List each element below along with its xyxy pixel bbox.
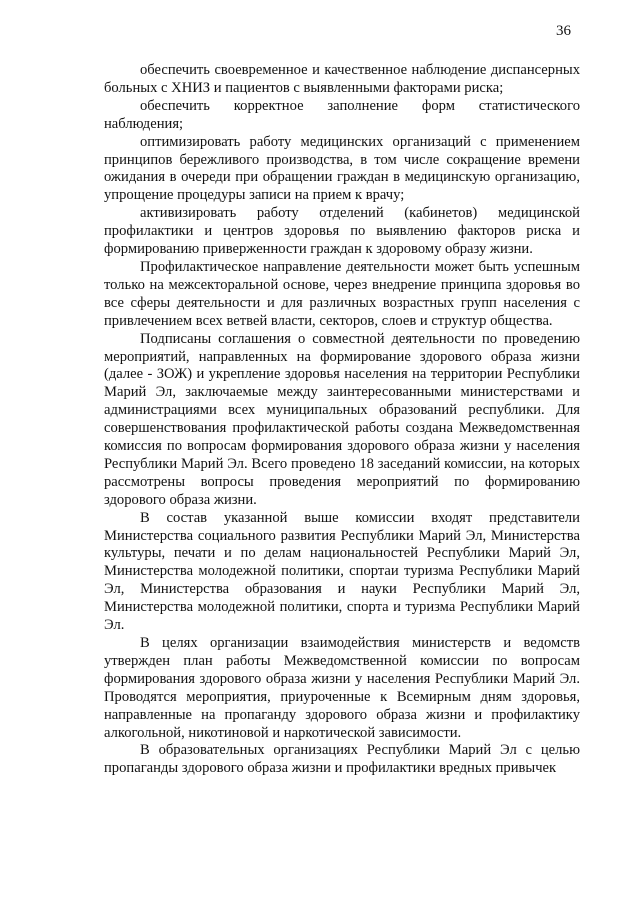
paragraph-prevention-direction: Профилактическое направление деятельности может быть успешным только на межсекторальной основе, через внедрение принципа здоровья во все сферы деятельности и для различных возрастных групп населения с привлечением всех ветвей власти, секторов, слоев и структур общества. bbox=[104, 258, 580, 329]
paragraph-monitoring: обеспечить своевременное и качественное наблюдение диспансерных больных с ХНИЗ и пациентов с выявленными факторами риска; bbox=[104, 62, 580, 96]
paragraph-educational-orgs: В образовательных организациях Республики Марий Эл с целью пропаганды здорового образа жизни и профилактики вредных привычек bbox=[104, 742, 580, 777]
paragraph-commission-members: В состав указанной выше комиссии входят представители Министерства социального развития Республики Марий Эл, Министерства культуры, печати и по делам национальностей Республики Марий Эл, Министерства молодежной политики, спортаи туризма Республики Марий Эл, Министерства образования и науки Республики Марий Эл, Министерства молодежной политики, спорта и туризма Республики Марий Эл. bbox=[104, 509, 580, 634]
paragraph-statistics: обеспечить корректное заполнение форм статистического наблюдения; bbox=[104, 97, 580, 132]
paragraph-agreements: Подписаны соглашения о совместной деятельности по проведению мероприятий, направленных на формирование здорового образа жизни (далее - ЗОЖ) и укрепление здоровья населения на территории Республики Марий Эл, заключаемые между заинтересованными министерствами и администрациями всех муниципальных образований республики. Для совершенствования профилактической работы создана Межведомственная комиссия по вопросам формирования здорового образа жизни у населения Республики Марий Эл. Всего проведено 18 заседаний комиссии, на которых рассмотрены вопросы проведения мероприятий по формированию здорового образа жизни. bbox=[104, 330, 580, 508]
paragraph-interaction-plan: В целях организации взаимодействия министерств и ведомств утвержден план работы Межведомственной комиссии по вопросам формирования здорового образа жизни у населения Республики Марий Эл. Проводятся мероприятия, приуроченные к Всемирным дням здоровья, направленные на пропаганду здорового образа жизни и профилактику алкогольной, никотиновой и наркотической зависимости. bbox=[104, 635, 580, 741]
page-number: 36 bbox=[556, 23, 571, 39]
document-body bbox=[104, 62, 580, 778]
paragraph-optimize: оптимизировать работу медицинских организаций с применением принципов бережливого производства, в том числе сокращение времени ожидания в очереди при обращении граждан в медицинскую организацию, упрощение процедуры записи на прием к врачу; bbox=[104, 133, 580, 204]
paragraph-activate: активизировать работу отделений (кабинетов) медицинской профилактики и центров здоровья по выявлению факторов риска и формированию приверженности граждан к здоровому образу жизни. bbox=[104, 205, 580, 258]
